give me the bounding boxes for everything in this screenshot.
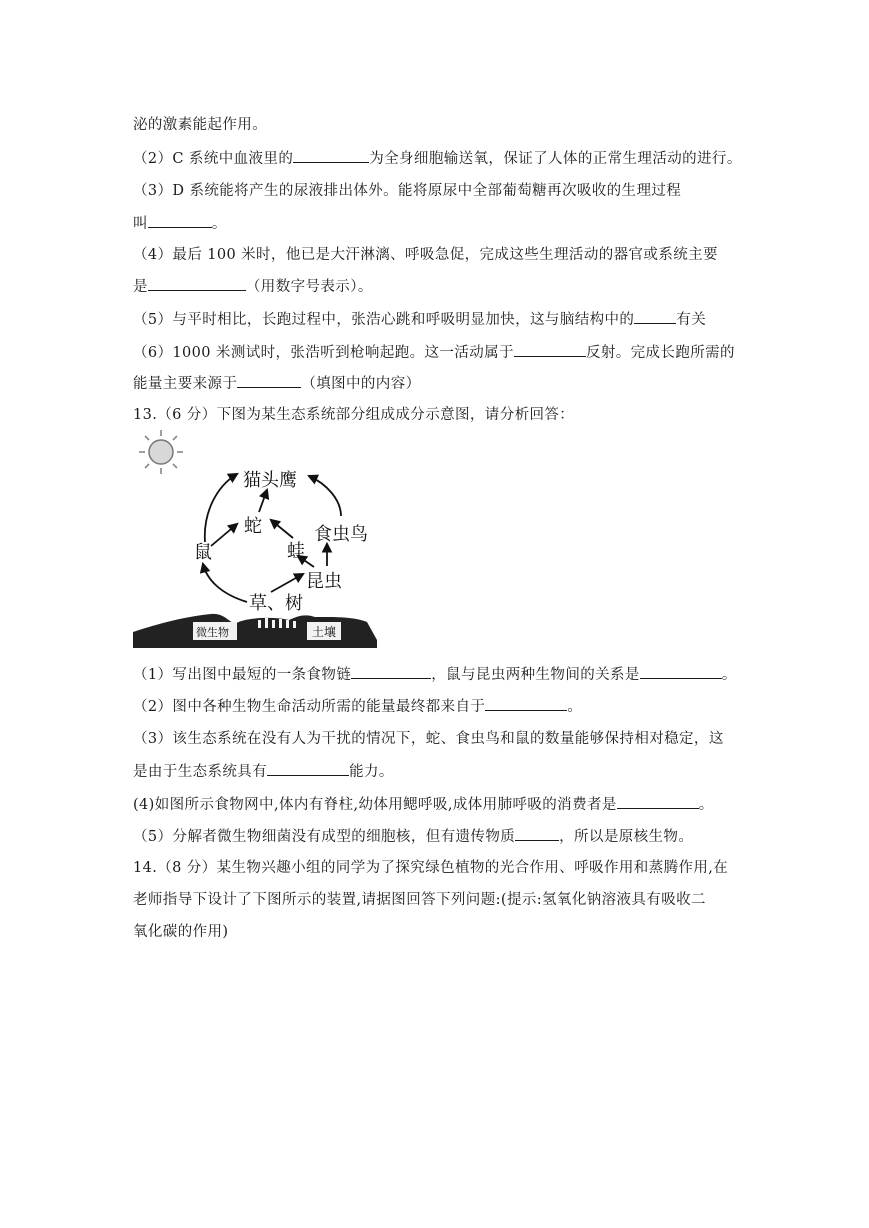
food-web-diagram xyxy=(131,424,381,650)
sun-icon xyxy=(139,430,183,474)
insectivorous-bird-label: 食虫鸟 xyxy=(314,524,368,545)
q12-part3: （3）D 系统能将产生的尿液排出体外。能将原尿中全部葡萄糖再次吸收的生理过程 xyxy=(133,183,682,199)
q13-part1: （1）写出图中最短的一条食物链 ，鼠与昆虫两种生物间的关系是 。 xyxy=(133,664,737,685)
q12-part5: （5）与平时相比，长跑过程中，张浩心跳和呼吸明显加快，这与脑结构中的 有关 xyxy=(133,309,706,330)
q13-part3: （3）该生态系统在没有人为干扰的情况下，蛇、食虫鸟和鼠的数量能够保持相对稳定，这 xyxy=(133,731,724,747)
q13-part5: （5）分解者微生物细菌没有成型的细胞核，但有遗传物质 ，所以是原核生物。 xyxy=(133,826,693,847)
answer-blank[interactable] xyxy=(351,664,431,679)
q13-part3-cont: 是由于生态系统具有 能力。 xyxy=(133,761,394,782)
q12-part6: （6）1000 米测试时，张浩听到枪响起跑。这一活动属于 反射。完成长跑所需的 xyxy=(133,342,735,363)
q12-part4: （4）最后 100 米时，他已是大汗淋漓、呼吸急促，完成这些生理活动的器官或系统主要 xyxy=(133,247,718,263)
answer-blank[interactable] xyxy=(640,664,722,679)
answer-blank[interactable] xyxy=(148,213,212,228)
q12-part4-cont: 是 （用数字号表示）。 xyxy=(133,276,373,297)
q13-part4: (4)如图所示食物网中,体内有脊柱,幼体用鳃呼吸,成体用肺呼吸的消费者是 。 xyxy=(133,794,714,815)
microbe-label: 微生物 xyxy=(196,626,229,639)
q13-title: 13.（6 分）下图为某生态系统部分组成成分示意图，请分析回答： xyxy=(133,407,575,423)
soil-label: 土壤 xyxy=(312,625,337,639)
q14-line3: 氧化碳的作用) xyxy=(133,924,229,940)
answer-blank[interactable] xyxy=(515,826,559,841)
answer-blank[interactable] xyxy=(237,373,301,388)
q14-line1: 14.（8 分）某生物兴趣小组的同学为了探究绿色植物的光合作用、呼吸作用和蒸腾作用,在 xyxy=(133,860,729,876)
q14-line2: 老师指导下设计了下图所示的装置,请据图回答下列问题:(提示:氢氧化钠溶液具有吸收二 xyxy=(133,892,706,908)
answer-blank[interactable] xyxy=(148,276,246,291)
answer-blank[interactable] xyxy=(514,342,586,357)
q13-part2: （2）图中各种生物生命活动所需的能量最终都来自于 。 xyxy=(133,696,582,717)
answer-blank[interactable] xyxy=(617,794,699,809)
q12-part3-cont: 叫 。 xyxy=(133,213,227,234)
mouse-label: 鼠 xyxy=(194,542,212,563)
insect-label: 昆虫 xyxy=(306,571,342,592)
q12-part2: （2）C 系统中血液里的 为全身细胞输送氧，保证了人体的正常生理活动的进行。 xyxy=(133,148,742,169)
q12-part6-cont: 能量主要来源于 （填图中的内容） xyxy=(133,373,421,394)
snake-label: 蛇 xyxy=(244,516,262,537)
answer-blank[interactable] xyxy=(634,309,676,324)
plants-label: 草、树 xyxy=(249,593,303,614)
answer-blank[interactable] xyxy=(485,696,567,711)
q12-continuation: 泌的激素能起作用。 xyxy=(133,117,268,133)
answer-blank[interactable] xyxy=(267,761,349,776)
owl-label: 猫头鹰 xyxy=(243,470,297,491)
answer-blank[interactable] xyxy=(293,148,369,163)
frog-label: 蛙 xyxy=(287,541,305,562)
